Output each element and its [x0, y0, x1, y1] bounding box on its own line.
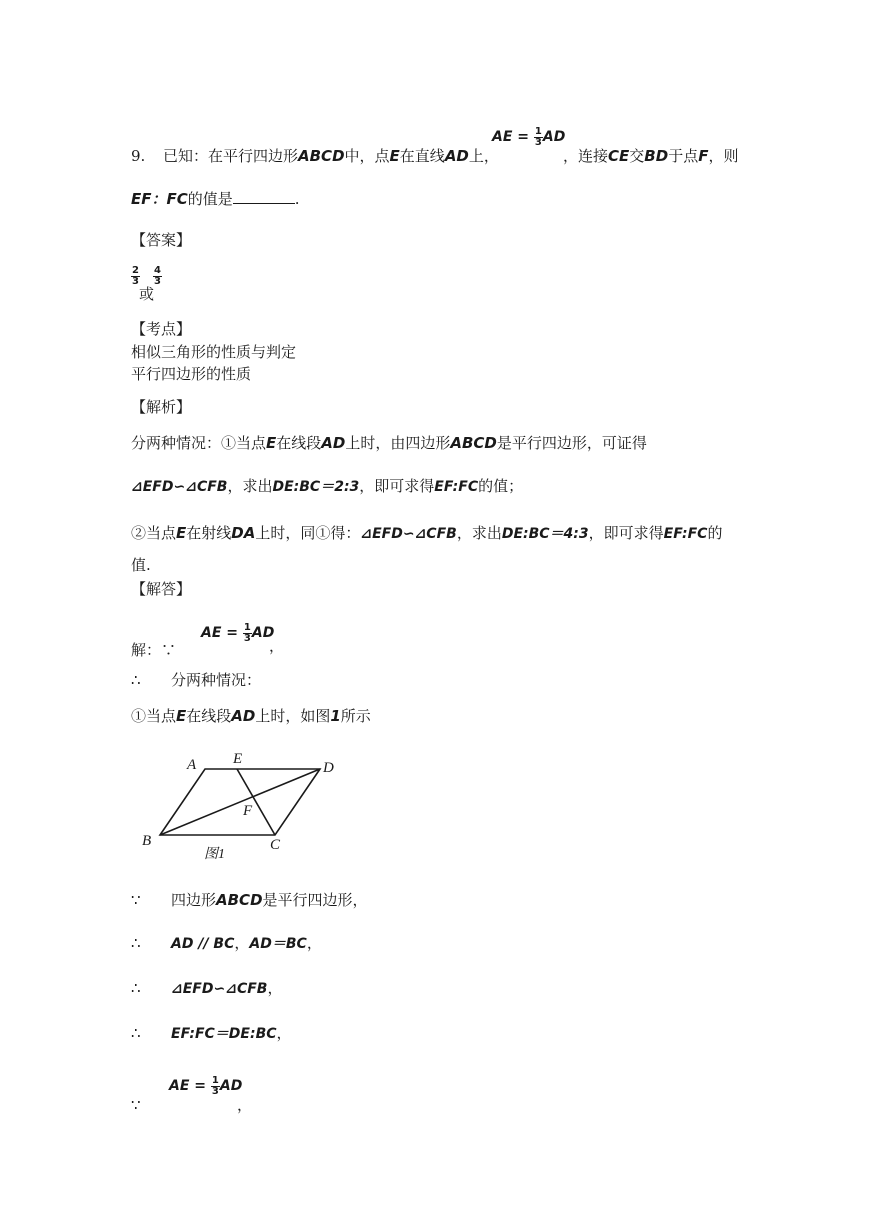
- ae-equation: [169, 1075, 242, 1097]
- question-mid6: 于点: [668, 147, 699, 165]
- math-ratio: DE:BC＝2:3: [272, 479, 360, 495]
- step-row: [131, 933, 322, 954]
- math-da: DA: [231, 524, 256, 542]
- question-text-1: [163, 146, 499, 166]
- label-b: B: [142, 833, 152, 849]
- step-text: ，: [234, 934, 250, 952]
- kaodian-item-1: 相似三角形的性质与判定: [131, 343, 297, 361]
- therefore-symbol: ∴: [131, 979, 141, 997]
- jiexi-line-1: [131, 433, 647, 453]
- ae-equation: [201, 622, 274, 644]
- answer-fraction-b: [153, 266, 162, 287]
- jiexi-text: 上时，由四边形: [345, 434, 451, 452]
- jiexi-text: 上时，同①得：: [255, 524, 361, 542]
- math-e: E: [389, 147, 400, 165]
- ae-lhs: AE =: [169, 1078, 211, 1094]
- label-e: E: [233, 751, 243, 767]
- math-similar: ⊿EFD∽⊿CFB: [360, 526, 457, 542]
- jiexi-text: ②当点: [131, 524, 177, 542]
- step-row: [131, 890, 368, 910]
- figure-caption: 图1: [204, 847, 225, 862]
- math-ef-fc: EF:FC: [434, 479, 479, 495]
- math-ad: AD: [231, 707, 256, 725]
- step-text: 是平行四边形，: [262, 891, 368, 909]
- jiexi-line-3: [131, 523, 722, 544]
- math-ce: CE: [608, 147, 630, 165]
- step-text: ，: [306, 934, 322, 952]
- math-ad: AD: [444, 147, 469, 165]
- parallelogram-figure: [130, 745, 350, 870]
- math-ad: AD: [321, 434, 346, 452]
- fraction-one-third: [243, 623, 252, 644]
- frac-num: 1: [243, 621, 251, 633]
- question-mid5: 交: [629, 147, 645, 165]
- jiexi-text: ，求出: [456, 524, 502, 542]
- math-abcd: ABCD: [216, 891, 263, 909]
- ae-rhs: AD: [219, 1078, 243, 1094]
- jieda-text: 所示: [340, 707, 371, 725]
- step-text: 四边形: [171, 891, 217, 909]
- ae-lhs: AE =: [201, 625, 243, 641]
- question-mid2: 在直线: [399, 147, 445, 165]
- math-equal: AD＝BC: [249, 936, 307, 952]
- jiexi-text: 在线段: [276, 434, 322, 452]
- question-mid4: ，连接: [563, 147, 609, 165]
- jiexi-line-2: [131, 476, 523, 497]
- math-e: E: [266, 434, 277, 452]
- answer-blank: [233, 189, 295, 204]
- jiexi-heading: 【解析】: [131, 398, 192, 416]
- question-mid1: 中，点: [344, 147, 390, 165]
- math-similar: ⊿EFD∽⊿CFB: [131, 479, 228, 495]
- frac-den: 3: [211, 1085, 219, 1097]
- label-d: D: [323, 760, 334, 776]
- math-ef-fc: EF：FC: [131, 190, 188, 208]
- question-line2-text: 的值是: [187, 190, 233, 208]
- jiexi-text: 在射线: [186, 524, 232, 542]
- jiexi-line-4: 值.: [131, 556, 151, 574]
- jieda-text: 在线段: [186, 707, 232, 725]
- label-f: F: [243, 803, 253, 819]
- math-abcd: ABCD: [450, 434, 497, 452]
- frac-den: 3: [243, 632, 251, 644]
- figure-number: 1: [330, 707, 341, 725]
- jieda-text: 上时，如图: [255, 707, 331, 725]
- question-mid7: ，则: [708, 147, 739, 165]
- math-f: F: [698, 147, 709, 165]
- step-row: [131, 978, 282, 999]
- answer-or: 或: [139, 285, 155, 303]
- math-ratio: EF:FC＝DE:BC: [171, 1026, 277, 1042]
- jiexi-text: 的值；: [478, 477, 524, 495]
- fraction-one-third: [534, 127, 543, 148]
- diagonal-bd: [160, 769, 320, 835]
- because-symbol: ∵: [131, 1096, 141, 1114]
- jiexi-text: ，即可求得: [588, 524, 664, 542]
- step-text: ，: [267, 979, 283, 997]
- jieda-text: ①当点: [131, 707, 177, 725]
- math-abcd: ABCD: [298, 147, 345, 165]
- ae-rhs: AD: [251, 625, 275, 641]
- question-number: 9.: [131, 147, 146, 165]
- because-symbol: ∵: [131, 891, 141, 909]
- math-bd: BD: [644, 147, 669, 165]
- question-text-2: [563, 146, 738, 166]
- math-parallel: AD // BC: [171, 936, 235, 952]
- therefore-symbol: ∴: [131, 671, 141, 689]
- math-ratio: DE:BC＝4:3: [501, 526, 589, 542]
- jieda-line-3: [131, 706, 371, 726]
- question-line2-end: .: [294, 190, 300, 208]
- frac-num: 1: [534, 125, 542, 137]
- frac-num: 2: [132, 265, 139, 276]
- therefore-symbol: ∴: [131, 1024, 141, 1042]
- step-text: ，: [276, 1024, 292, 1042]
- math-e: E: [176, 707, 187, 725]
- ae-rhs: AD: [542, 129, 566, 145]
- jiexi-text: 的: [707, 524, 723, 542]
- label-c: C: [270, 837, 281, 853]
- comma: ，: [269, 637, 285, 655]
- answer-heading: 【答案】: [131, 231, 192, 249]
- frac-num: 4: [154, 265, 161, 276]
- ae-equation: [492, 126, 565, 148]
- jiexi-text: ，即可求得: [359, 477, 435, 495]
- step-row: [131, 1023, 292, 1044]
- therefore-symbol: ∴: [131, 934, 141, 952]
- frac-den: 3: [154, 276, 161, 287]
- segment-ce: [237, 769, 275, 835]
- jiexi-text: ，求出: [227, 477, 273, 495]
- kaodian-item-2: 平行四边形的性质: [131, 365, 252, 383]
- jieda-line-2: [131, 670, 261, 690]
- because-text: 解：∵: [131, 641, 177, 659]
- jiexi-text: 分两种情况：①当点: [131, 434, 267, 452]
- frac-den: 3: [132, 276, 139, 287]
- frac-den: 3: [534, 136, 542, 148]
- question-prefix: 已知：在平行四边形: [163, 147, 299, 165]
- math-similar: ⊿EFD∽⊿CFB: [171, 981, 268, 997]
- comma: ，: [237, 1096, 253, 1114]
- fraction-one-third: [211, 1076, 220, 1097]
- math-ef-fc: EF:FC: [663, 526, 708, 542]
- jiexi-text: 是平行四边形，可证得: [496, 434, 647, 452]
- question-mid3: 上，: [468, 147, 499, 165]
- question-line-2: [131, 189, 300, 209]
- math-e: E: [176, 524, 187, 542]
- ae-lhs: AE =: [492, 129, 534, 145]
- kaodian-heading: 【考点】: [131, 320, 192, 338]
- label-a: A: [187, 757, 197, 773]
- frac-num: 1: [211, 1074, 219, 1086]
- two-cases-text: 分两种情况：: [171, 671, 262, 689]
- jieda-heading: 【解答】: [131, 580, 192, 598]
